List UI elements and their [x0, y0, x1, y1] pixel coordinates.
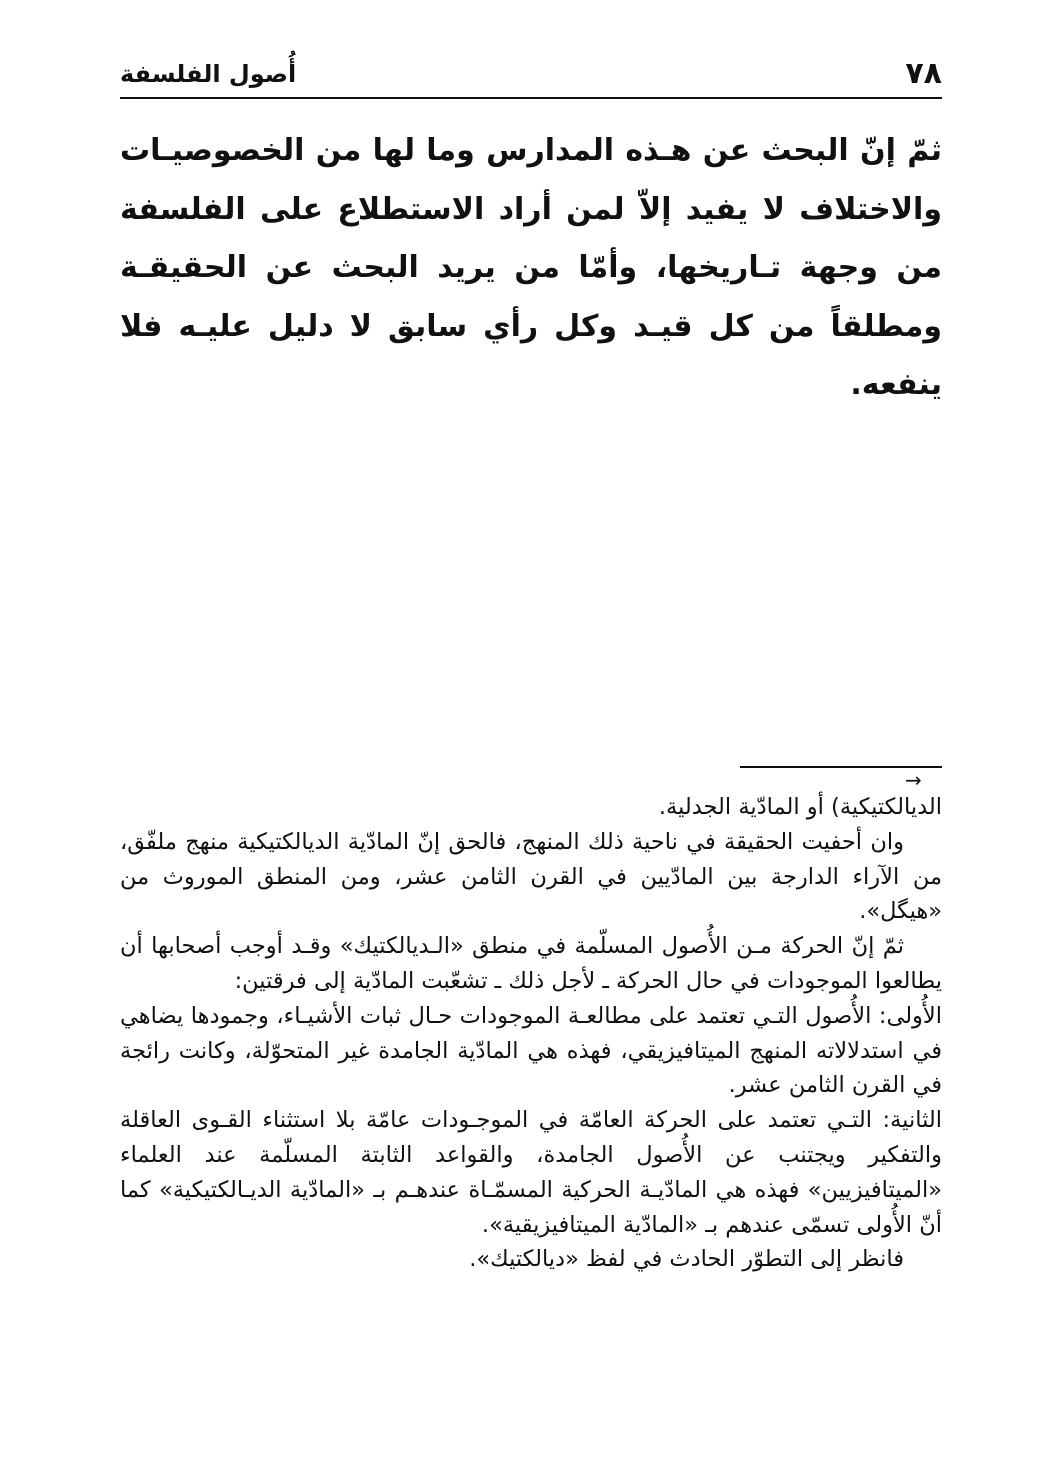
footnote-continuation-arrow-icon: → — [905, 768, 922, 792]
footnote-paragraph: الأُولى: الأُصول التـي تعتمد على مطالعـة الموجودات حـال ثبات الأشيـاء، وجمودها يضاهي في استدلالاته المنهج الميتافيزيقي، فهذه هي المادّية الجامدة غير المتحوّلة، وكانت رائجة في القرن الثامن عشر. — [120, 1002, 942, 1099]
footnote-paragraph: الديالكتيكية) أو المادّية الجدلية. — [658, 794, 942, 820]
footnote-paragraph: فانظر إلى التطوّر الحادث في لفظ «ديالكتيك». — [469, 1246, 904, 1273]
footnote-paragraph: الثانية: التـي تعتمد على الحركة العامّة في الموجـودات عامّة بلا استثناء القـوى العاقلة والتفكير ويجتنب عن الأُصول الجامدة، والقواعد الثابتة المسلّمة عند العلماء «الميتافيزيين» فهذه هي المادّيـة الحركية المسمّـاة عندهـم بـ «المادّية الديـالكتيكية» كما أنّ الأُولى تسمّى عندهم بـ «المادّية الميتافيزيقية». — [120, 1107, 942, 1238]
page-number: ٧٨ — [905, 56, 942, 91]
footnotes — [120, 790, 942, 1277]
header-rule — [120, 97, 942, 99]
running-title: أُصول الفلسفة — [120, 60, 297, 88]
page-header — [120, 52, 942, 96]
footnote-paragraph: وان أحفيت الحقيقة في ناحية ذلك المنهج، فالحق إنّ المادّية الديالكتيكية منهج ملفّق، من الآراء الدارجة بين المادّيين في القرن الثامن عشر، ومن المنطق الموروث من «هيگل». — [120, 828, 942, 925]
main-paragraph: ثمّ إنّ البحث عن هـذه المدارس وما لها من الخصوصيـات والاختلاف لا يفيد إلاّ لمن أراد الاستطلاع على الفلسفة من وجهة تـاريخها، وأمّا من يريد البحث عن الحقيقـة ومطلقاً من كل قيـد وكل رأي سابق لا دليل عليـه فلا ينفعه. — [120, 133, 942, 402]
footnote-paragraph: ثمّ إنّ الحركة مـن الأُصول المسلّمة في منطق «الـديالكتيك» وقـد أوجب أصحابها أن يطالعوا الموجودات في حال الحركة ـ لأجل ذلك ـ تشعّبت المادّية إلى فرقتين: — [120, 933, 942, 994]
